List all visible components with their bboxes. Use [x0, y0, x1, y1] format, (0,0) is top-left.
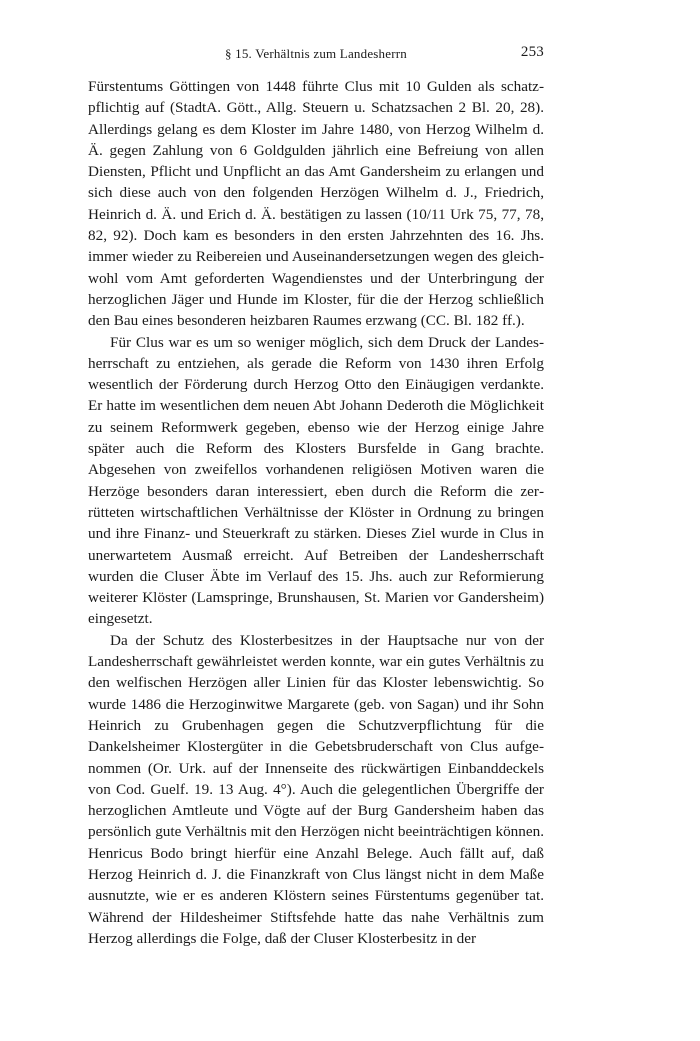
paragraph-1: Fürstentums Göttingen von 1448 führte Clus mit 10 Gulden als schatzpflichtig auf (StadtA. Gött., Allg. Steuern u. Schatzsachen 2 Bl. 20, 28). Allerdings gelang es dem Kloster im Jahre 1480, von Herzog Wilhelm d. Ä. gegen Zahlung von 6 Goldgulden jährlich eine Befreiung von allen Diensten, Pflicht und Unpflicht an das Amt Gandersheim zu erlangen und sich diese auch von den folgenden Herzögen Wilhelm d. J., Friedrich, Heinrich d. Ä. und Erich d. Ä. bestätigen zu lassen (10/11 Urk 75, 77, 78, 82, 92). Doch kam es besonders in den ersten Jahrzehnten des 16. Jhs. immer wieder zu Reibereien und Auseinandersetzungen wegen des gleichwohl vom Amt geforderten Wagendienstes und der Unterbringung der herzoglichen Jäger und Hunde im Kloster, für die der Herzog schließlich den Bau eines besonderen heizbaren Raumes erzwang (CC. Bl. 182 ff.).	[88, 78, 544, 330]
page-number: 253	[520, 44, 544, 60]
running-title: § 15. Verhältnis zum Landesherrn	[225, 46, 407, 61]
book-page	[88, 44, 544, 949]
paragraph-2: Für Clus war es um so weniger möglich, sich dem Druck der Landesherrschaft zu entziehen, als gerade die Reform von 1430 ihren Erfolg wesentlich der Förderung durch Herzog Otto den Einäugigen verdankte. Er hatte im wesentlichen dem neuen Abt Johann Dederoth die Möglichkeit zu seinem Reformwerk gegeben, ebenso wie der Herzog einige Jahre später auch die Reform des Klosters Bursfelde in Gang brachte. Abgesehen von zweifellos vorhandenen religiösen Motiven waren die Herzöge besonders daran interessiert, eben durch die Reform die zerrütteten wirtschaftlichen Verhältnisse der Klöster in Ordnung zu bringen und ihre Finanz- und Steuerkraft zu stärken. Dieses Ziel wurde in Clus in unerwartetem Ausmaß erreicht. Auf Betreiben der Landesherrschaft wurden die Cluser Äbte im Verlauf des 15. Jhs. auch zur Reformierung weiterer Klöster (Lamspringe, Brunshausen, St. Marien vor Gandersheim) eingesetzt.	[88, 333, 544, 628]
paragraph-3: Da der Schutz des Klosterbesitzes in der Hauptsache nur von der Landesherrschaft gewährleistet werden konnte, war ein gutes Verhältnis zu den welfischen Herzögen aller Linien für das Kloster lebenswichtig. So wurde 1486 die Herzoginwitwe Margarete (geb. von Sagan) und ihr Sohn Heinrich zu Grubenhagen gegen die Schutzverpflichtung für die Dankelsheimer Klostergüter in die Gebetsbruderschaft von Clus aufgenommen (Or. Urk. auf der Innenseite des rückwärtigen Einbanddeckels von Cod. Guelf. 19. 13 Aug. 4°). Auch die gelegentlichen Übergriffe der herzoglichen Amtleute und Vögte auf der Burg Gandersheim haben das persönlich gute Verhältnis mit den Herzögen nicht beeinträchtigen können. Henricus Bodo bringt hierfür eine Anzahl Belege. Auch fällt auf, daß Herzog Heinrich d. J. die Finanzkraft von Clus längst nicht in dem Maße ausnutzte, wie er es anderen Klöstern seines Fürstentums gegenüber tat. Während der Hildesheimer Stiftsfehde hatte das nahe Verhältnis zum Herzog allerdings die Folge, daß der Cluser Klosterbesitz in der	[88, 631, 544, 947]
body-text	[88, 76, 544, 949]
running-head	[88, 44, 544, 70]
